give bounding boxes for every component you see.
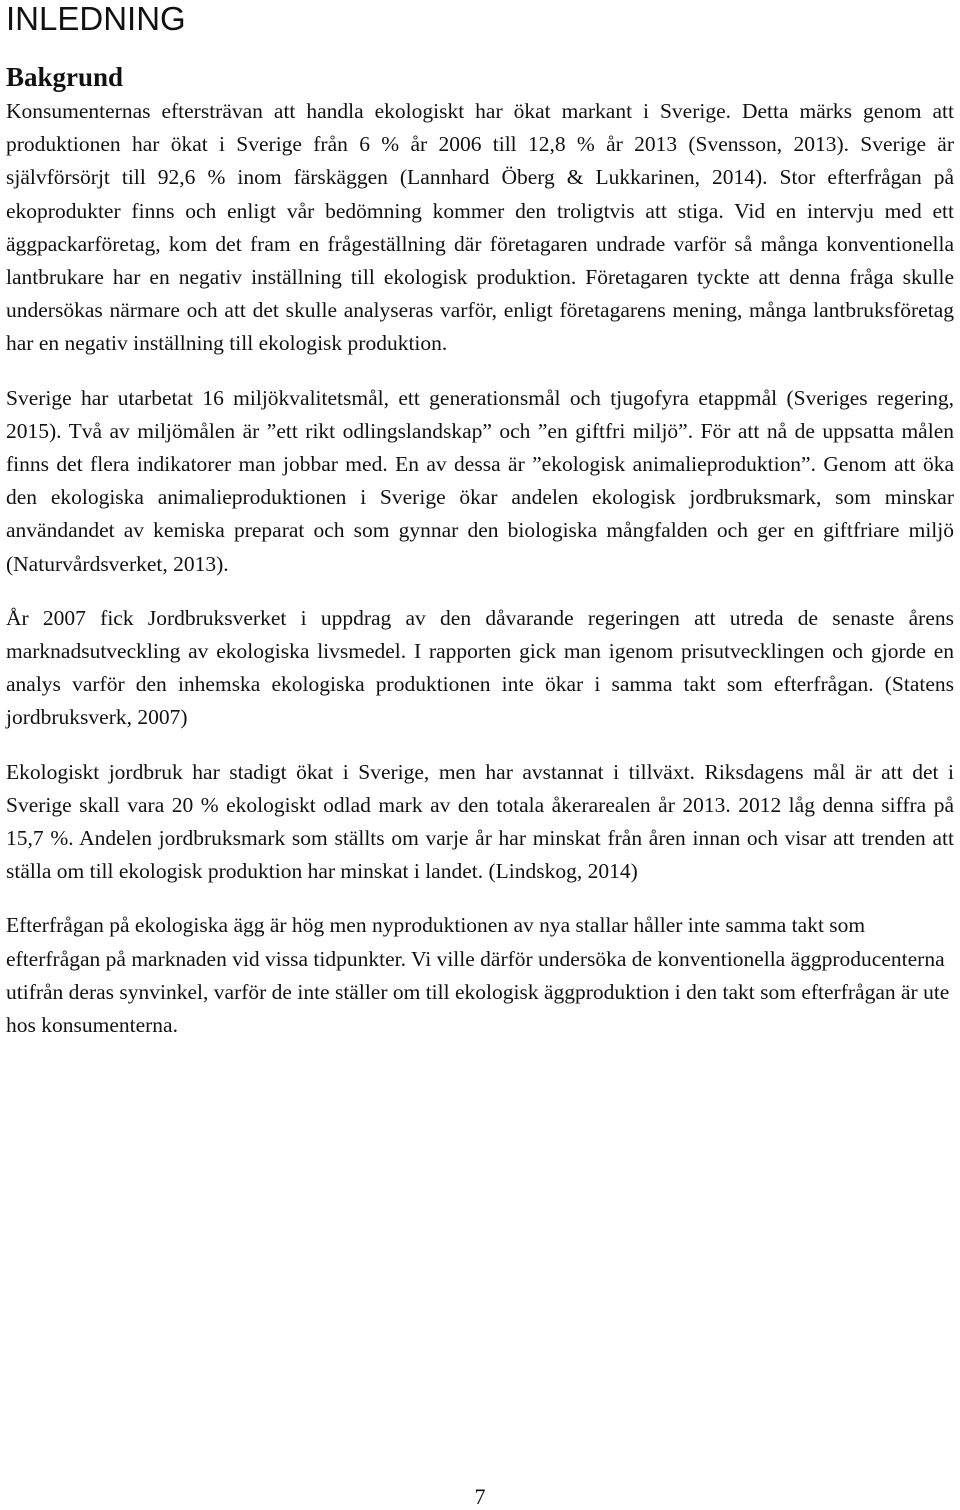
paragraph-egg-demand: Efterfrågan på ekologiska ägg är hög men nyproduktionen av nya stallar håller inte samma takt som efterfrågan på marknaden vid vissa tidpunkter. Vi ville därför undersöka de konventionella äggproducenterna utifrån deras synvinkel, varför de inte ställer om till ekologisk äggproduktion i den takt som efterfrågan är ute hos konsumenterna.	[6, 913, 950, 1038]
paragraph-organic-farming-growth: Ekologiskt jordbruk har stadigt ökat i Sverige, men har avstannat i tillväxt. Riksdagens mål är att det i Sverige skall vara 20 % ekologiskt odlad mark av den totala åkerarealen år 2013. 2012 låg denna siffra på 15,7 %. Andelen jordbruksmark som ställts om varje år har minskat från åren innan och visar att trenden att ställa om till ekologisk produktion har minskat i landet. (Lindskog, 2014)	[6, 759, 954, 884]
paragraph-environmental-goals: Sverige har utarbetat 16 miljökvalitetsmål, ett generationsmål och tjugofyra etappmål (Sveriges regering, 2015). Två av miljömålen är ”ett rikt odlingslandskap” och ”en giftfri miljö”. För att nå de uppsatta målen finns det flera indikatorer man jobbar med. En av dessa är ”ekologisk animalieproduktion”. Genom att öka den ekologiska animalieproduktionen i Sverige ökar andelen ekologisk jordbruksmark, som minskar användandet av kemiska preparat och som gynnar den biologiska mångfalden och ger en giftfriare miljö (Naturvårdsverket, 2013).	[6, 385, 954, 576]
paragraph-jordbruksverket-2007: År 2007 fick Jordbruksverket i uppdrag av den dåvarande regeringen att utreda de senaste årens marknadsutveckling av ekologiska livsmedel. I rapporten gick man igenom prisutvecklingen och gjorde en analys varför den inhemska ekologiska produktionen inte ökar i samma takt som efterfrågan. (Statens jordbruksverk, 2007)	[6, 605, 954, 730]
paragraph-background-intro: Konsumenternas eftersträvan att handla ekologiskt har ökat markant i Sverige. Detta märks genom att produktionen har ökat i Sverige från 6 % år 2006 till 12,8 % år 2013 (Svensson, 2013). Sverige är självförsörjt till 92,6 % inom färskäggen (Lannhard Öberg & Lukkarinen, 2014). Stor efterfrågan på ekoprodukter finns och enligt vår bedömning kommer den troligtvis att stiga. Vid en intervju med ett äggpackarföretag, kom det fram en frågeställning där företagaren undrade varför så många konventionella lantbrukare har en negativ inställning till ekologisk produktion. Företagaren tyckte att denna fråga skulle undersökas närmare och att det skulle analyseras varför, enligt företagarens mening, många lantbruksföretag har en negativ inställning till ekologisk produktion.	[6, 99, 954, 356]
section-heading: Bakgrund	[6, 62, 124, 92]
chapter-title: INLEDNING	[6, 0, 186, 37]
page-number: 7	[474, 1484, 486, 1509]
document-page	[6, 0, 954, 1042]
